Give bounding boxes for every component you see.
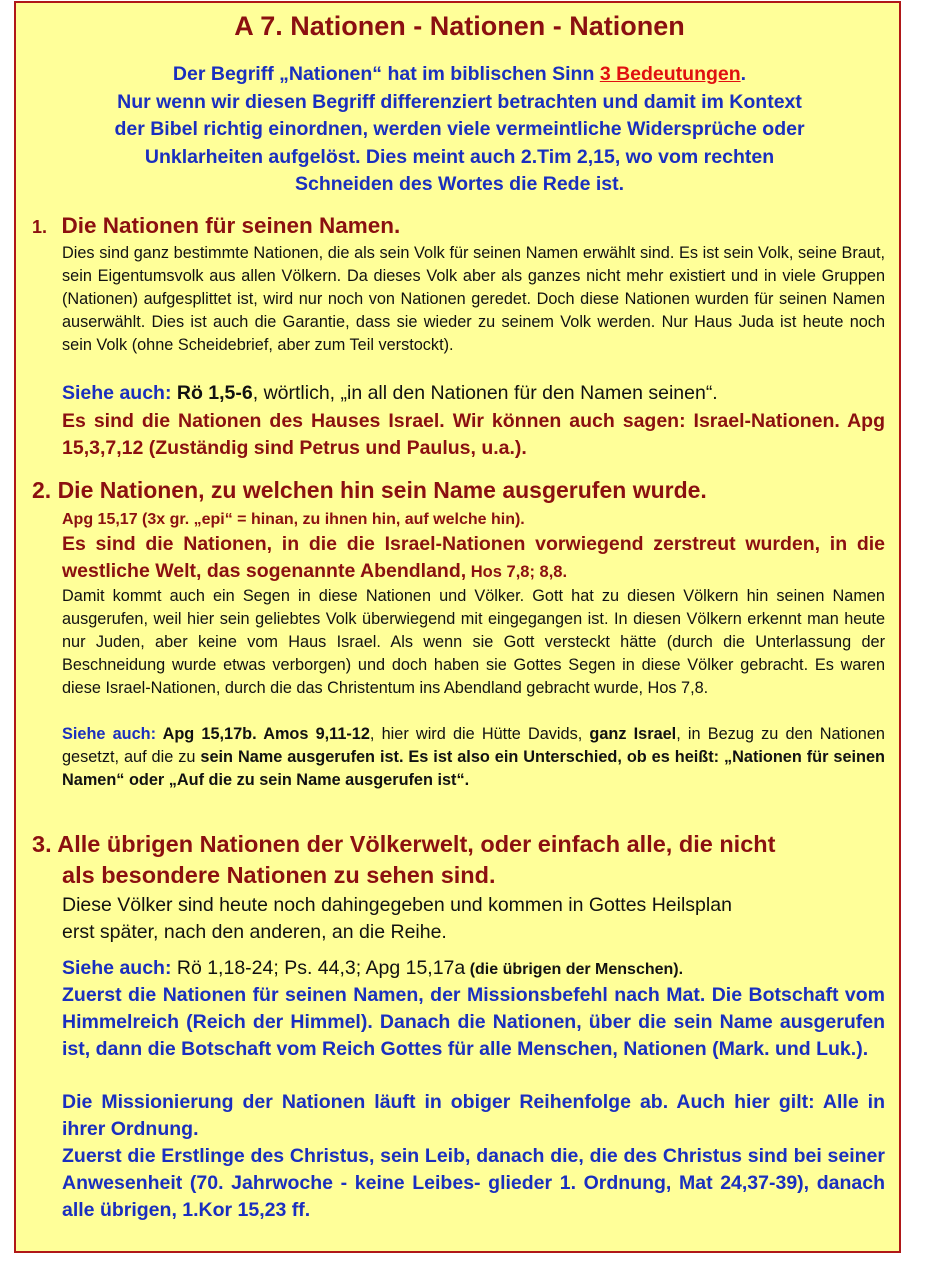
section2-see-bold1: ganz Israel	[589, 725, 677, 743]
section1-title: Die Nationen für seinen Namen.	[61, 213, 401, 238]
section3-see-also	[62, 955, 885, 983]
section1-see-label: Siehe auch:	[62, 382, 172, 404]
intro-period: .	[740, 63, 747, 85]
section2-see-text1: , hier wird die Hütte Davids,	[369, 725, 590, 743]
intro-highlight: 3 Bedeutungen	[599, 63, 741, 85]
section3-body	[62, 892, 885, 946]
section3-heading-line1: 3. Alle übrigen Nationen der Völkerwelt, oder einfach alle, die nicht	[32, 831, 776, 857]
intro-line-1	[26, 61, 893, 89]
section1-see-ref: Rö 1,5-6	[171, 382, 253, 404]
section2-see-bold2: sein Name ausgerufen ist. Es ist also ein Unterschied, ob es heißt: „Nationen für seinen Namen“ oder „Auf die zu sein Name ausgerufen ist“.	[62, 748, 885, 789]
intro-text: Der Begriff „Nationen“ hat im biblischen Sinn	[172, 63, 600, 85]
section2-see-label: Siehe auch:	[62, 725, 157, 743]
section2-ref-line: Apg 15,17 (3x gr. „epi“ = hinan, zu ihnen hin, auf welche hin).	[62, 511, 525, 528]
section2-emphasis-text: Es sind die Nationen, in die die Israel-Nationen vorwiegend zerstreut wurden, in die westliche Welt, das sogenannte Abendland,	[62, 533, 885, 582]
intro-line-5: Schneiden des Wortes die Rede ist.	[294, 173, 625, 195]
intro-line-2: Nur wenn wir diesen Begriff differenziert betrachten und damit im Kontext	[117, 90, 802, 113]
section1-see-text: , wörtlich, „in all den Nationen für den Namen seinen“.	[252, 382, 718, 404]
section3-paragraph-3: Zuerst die Erstlinge des Christus, sein Leib, danach die, die des Christus sind bei seiner Anwesenheit (70. Jahrwoche - keine Leibes- glieder 1. Ordnung, Mat 24,37-39), danach alle übrigen, 1.Kor 15,23 ff.	[62, 1145, 885, 1221]
section3-body-line2: erst später, nach den anderen, an die Reihe.	[62, 921, 447, 943]
section3-heading-line2: als besondere Nationen zu sehen sind.	[62, 862, 496, 888]
section2-heading: 2. Die Nationen, zu welchen hin sein Name ausgerufen wurde.	[32, 477, 707, 503]
section3-see-note: (die übrigen der Menschen).	[465, 961, 684, 978]
section2-see-text2: , in Bezug zu den Nationen gesetzt, auf die zu	[62, 725, 885, 766]
section3-body-line1: Diese Völker sind heute noch dahingegeben und kommen in Gottes Heilsplan	[62, 894, 732, 916]
intro-line-3: der Bibel richtig einordnen, werden viele vermeintliche Widersprüche oder	[114, 118, 805, 140]
document-frame	[14, 1, 901, 1253]
section1-see-also	[62, 380, 885, 407]
section2-body: Damit kommt auch ein Segen in diese Nationen und Völker. Gott hat zu diesen Völkern hin seinen Namen ausgerufen, weil hier sein geliebtes Volk überwiegend mit eingegangen ist. In diesen Völkern erkennt man heute nur Juden, aber keine vom Haus Israel. Als wenn sie Gott versteckt hätte (durch die Unterlassung der Beschneidung wurde etwas verborgen) und doch haben sie Gottes Segen in diese Völker gebracht. Es waren diese Israel-Nationen, durch die das Christentum ins Abendland gebracht wurde, Hos 7,8.	[62, 587, 885, 697]
section3-paragraph-1: Zuerst die Nationen für seinen Namen, der Missionsbefehl nach Mat. Die Botschaft vom Himmelreich (Reich der Himmel). Danach die Nationen, über die sein Name ausgerufen ist, dann die Botschaft vom Reich Gottes für alle Menschen, Nationen (Mark. und Luk.).	[62, 984, 885, 1060]
intro-line-4: Unklarheiten aufgelöst. Dies meint auch 2.Tim 2,15, wo vom rechten	[144, 145, 775, 168]
section2-see-also	[62, 723, 885, 792]
section2-emphasis	[62, 531, 885, 586]
section2-see-ref: Apg 15,17b. Amos 9,11-12	[156, 725, 370, 743]
section3-see-label: Siehe auch:	[62, 957, 172, 979]
section1-conclusion: Es sind die Nationen des Hauses Israel. Wir können auch sagen: Israel-Nationen. Apg 15,3,7,12 (Zuständig sind Petrus und Paulus, u.a.).	[62, 410, 885, 459]
section3-see-refs: Rö 1,18-24; Ps. 44,3; Apg 15,17a	[171, 957, 466, 979]
section2-emphasis-ref: Hos 7,8; 8,8.	[466, 563, 568, 581]
section3-heading	[32, 829, 775, 891]
intro-paragraph	[26, 61, 893, 199]
page-title: A 7. Nationen - Nationen - Nationen	[234, 11, 685, 41]
section1-body: Dies sind ganz bestimmte Nationen, die als sein Volk für seinen Namen erwählt sind. Es ist sein Volk, seine Braut, sein Eigentumsvolk aus allen Völkern. Da dieses Volk aber als ganzes nicht mehr existiert und in viele Gruppen (Nationen) aufgesplittet ist, wird nur noch von Nationen geredet. Doch diese Nationen wurden für seinen Namen auserwählt. Dies ist auch die Garantie, dass sie wieder zu seinem Volk werden. Nur Haus Juda ist heute noch sein Volk (ohne Scheidebrief, aber zum Teil verstockt).	[62, 244, 885, 354]
section1-number: 1.	[32, 217, 48, 237]
section3-paragraph-2: Die Missionierung der Nationen läuft in obiger Reihenfolge ab. Auch hier gilt: Alle in ihrer Ordnung.	[62, 1091, 885, 1140]
section1-heading	[32, 213, 400, 239]
